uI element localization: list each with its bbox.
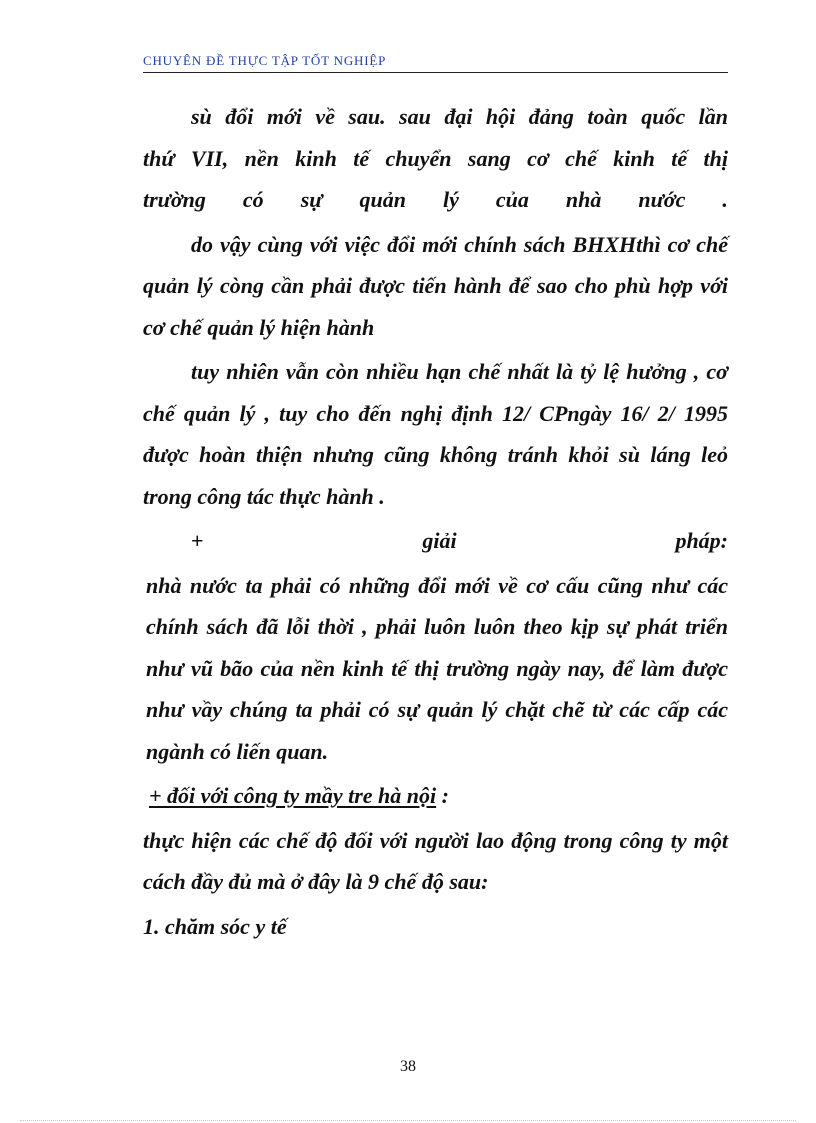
company-heading-suffix: : (436, 783, 449, 808)
paragraph-3: tuy nhiên vẫn còn nhiều hạn chế nhất là tỷ lệ hưởng , cơ chế quản lý , tuy cho đến nghị định 12/ CPngày 16/ 2/ 1995 được hoàn thiện nhưng cũng không tránh khỏi sù láng leỏ trong công tác thực hành . (143, 359, 728, 509)
word: quản (359, 187, 406, 212)
word: sự (300, 187, 323, 212)
page-number: 38 (400, 1058, 416, 1075)
word: lý (442, 187, 459, 212)
paragraph-4: nhà nước ta phải có những đổi mới về cơ cấu cũng như các chính sách đã lỗi thời , phải luôn luôn theo kịp sự phát triển như vũ bão của nền kinh tế thị trường ngày nay, để làm được như vầy chúng ta phải có sự quản lý chặt chẽ từ các cấp các ngành có liến quan. (146, 572, 728, 764)
plus-sign: + (191, 528, 204, 553)
paragraph-1-line-2: thứ VII, nền kinh tế chuyển sang cơ chế kinh tế thị (143, 145, 728, 171)
page-bottom-rule (20, 1120, 796, 1121)
solution-heading (143, 520, 728, 562)
header-title: CHUYÊN ĐỀ THỰC TẬP TỐT NGHIỆP (143, 53, 387, 68)
company-heading (149, 775, 728, 817)
paragraph-1-line-3 (143, 179, 728, 221)
word: nhà (565, 187, 602, 212)
list-item-1: 1. chăm sóc y tế (143, 913, 287, 939)
running-header (143, 50, 728, 73)
paragraph-2: do vậy cùng với việc đổi mới chính sách BHXHthì cơ chế quản lý còng cần phải được tiến hành để sao cho phù hợp với cơ chế quản lý hiện hành (143, 231, 728, 340)
word: nước (638, 187, 686, 212)
company-heading-text: + đối với công ty mầy tre hà nội (149, 783, 437, 808)
word: trường (143, 187, 206, 212)
paragraph-1-line-1: sù đổi mới về sau. sau đại hội đảng toàn quốc lần (191, 104, 728, 129)
document-body (143, 96, 728, 947)
word: giải (422, 528, 457, 553)
word: của (495, 187, 529, 212)
word: . (722, 187, 728, 212)
word: pháp: (675, 528, 728, 553)
word: có (242, 187, 264, 212)
paragraph-5: thực hiện các chế độ đối với người lao động trong công ty một cách đầy đủ mà ở đây là 9 chế độ sau: (143, 827, 728, 894)
